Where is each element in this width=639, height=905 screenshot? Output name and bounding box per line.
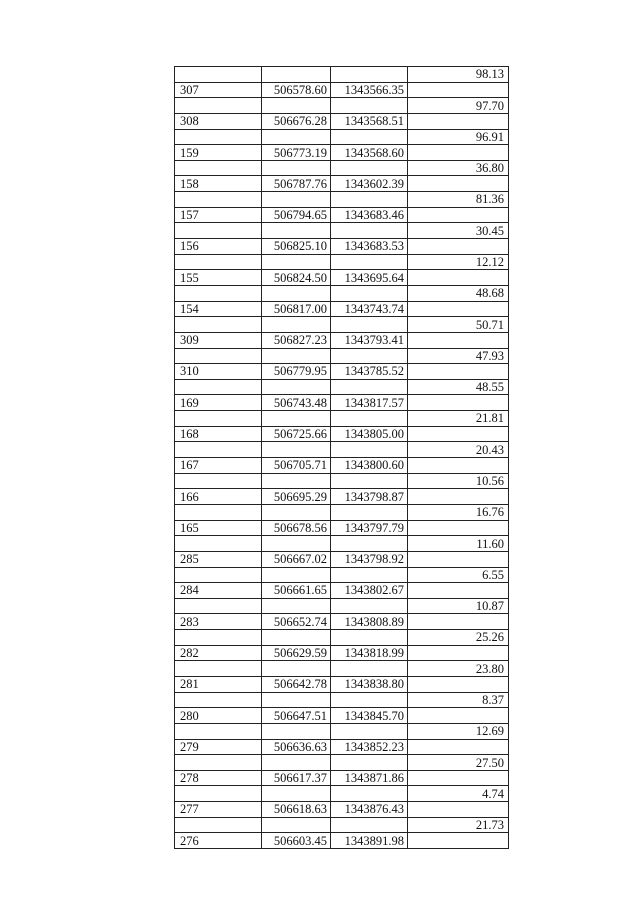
point-id-cell [175, 692, 262, 708]
distance-cell [408, 614, 509, 630]
distance-cell [408, 82, 509, 98]
x-coordinate-cell [262, 567, 331, 583]
table-row [175, 395, 509, 411]
x-coordinate-cell: 506629.59 [262, 645, 331, 661]
y-coordinate-cell: 1343838.80 [331, 676, 408, 692]
point-id-cell: 169 [175, 395, 262, 411]
table-row [175, 160, 509, 176]
table-row [175, 426, 509, 442]
y-coordinate-cell: 1343876.43 [331, 802, 408, 818]
distance-cell [408, 583, 509, 599]
distance-cell [408, 395, 509, 411]
table-row [175, 254, 509, 270]
point-id-cell [175, 160, 262, 176]
x-coordinate-cell: 506578.60 [262, 82, 331, 98]
table-row [175, 82, 509, 98]
point-id-cell [175, 536, 262, 552]
point-id-cell: 308 [175, 113, 262, 129]
y-coordinate-cell: 1343683.46 [331, 207, 408, 223]
y-coordinate-cell [331, 473, 408, 489]
x-coordinate-cell [262, 192, 331, 208]
x-coordinate-cell [262, 223, 331, 239]
x-coordinate-cell: 506661.65 [262, 583, 331, 599]
x-coordinate-cell: 506642.78 [262, 676, 331, 692]
distance-cell: 12.12 [408, 254, 509, 270]
distance-cell: 50.71 [408, 317, 509, 333]
table-row [175, 567, 509, 583]
x-coordinate-cell: 506617.37 [262, 770, 331, 786]
distance-cell: 16.76 [408, 504, 509, 520]
point-id-cell [175, 223, 262, 239]
y-coordinate-cell: 1343568.60 [331, 145, 408, 161]
x-coordinate-cell: 506695.29 [262, 489, 331, 505]
y-coordinate-cell: 1343602.39 [331, 176, 408, 192]
y-coordinate-cell: 1343817.57 [331, 395, 408, 411]
y-coordinate-cell [331, 160, 408, 176]
distance-cell: 47.93 [408, 348, 509, 364]
x-coordinate-cell: 506794.65 [262, 207, 331, 223]
distance-cell [408, 332, 509, 348]
point-id-cell: 157 [175, 207, 262, 223]
table-row [175, 458, 509, 474]
distance-cell: 25.26 [408, 630, 509, 646]
point-id-cell [175, 786, 262, 802]
distance-cell: 48.68 [408, 285, 509, 301]
table-row [175, 317, 509, 333]
point-id-cell: 281 [175, 676, 262, 692]
distance-cell [408, 364, 509, 380]
distance-cell [408, 426, 509, 442]
y-coordinate-cell: 1343802.67 [331, 583, 408, 599]
table-row [175, 770, 509, 786]
y-coordinate-cell: 1343695.64 [331, 270, 408, 286]
distance-cell [408, 551, 509, 567]
x-coordinate-cell: 506824.50 [262, 270, 331, 286]
x-coordinate-cell [262, 348, 331, 364]
distance-cell [408, 833, 509, 849]
distance-cell: 11.60 [408, 536, 509, 552]
y-coordinate-cell [331, 442, 408, 458]
table-row [175, 129, 509, 145]
x-coordinate-cell: 506817.00 [262, 301, 331, 317]
point-id-cell: 154 [175, 301, 262, 317]
y-coordinate-cell [331, 98, 408, 114]
x-coordinate-cell: 506743.48 [262, 395, 331, 411]
point-id-cell: 280 [175, 708, 262, 724]
y-coordinate-cell [331, 661, 408, 677]
distance-cell: 10.56 [408, 473, 509, 489]
point-id-cell: 165 [175, 520, 262, 536]
table-row [175, 348, 509, 364]
table-row [175, 802, 509, 818]
y-coordinate-cell [331, 536, 408, 552]
table-row [175, 364, 509, 380]
y-coordinate-cell [331, 192, 408, 208]
table-row [175, 442, 509, 458]
y-coordinate-cell [331, 567, 408, 583]
y-coordinate-cell [331, 129, 408, 145]
point-id-cell: 309 [175, 332, 262, 348]
table-row [175, 614, 509, 630]
distance-cell [408, 708, 509, 724]
table-row [175, 113, 509, 129]
distance-cell: 12.69 [408, 723, 509, 739]
table-row [175, 98, 509, 114]
x-coordinate-cell [262, 755, 331, 771]
distance-cell: 23.80 [408, 661, 509, 677]
y-coordinate-cell: 1343566.35 [331, 82, 408, 98]
table-row [175, 504, 509, 520]
point-id-cell [175, 661, 262, 677]
x-coordinate-cell [262, 473, 331, 489]
distance-cell [408, 270, 509, 286]
x-coordinate-cell [262, 723, 331, 739]
y-coordinate-cell [331, 254, 408, 270]
distance-cell [408, 239, 509, 255]
distance-cell: 96.91 [408, 129, 509, 145]
distance-cell [408, 802, 509, 818]
x-coordinate-cell: 506667.02 [262, 551, 331, 567]
table-row [175, 536, 509, 552]
point-id-cell [175, 98, 262, 114]
table-row [175, 630, 509, 646]
table-row [175, 583, 509, 599]
x-coordinate-cell [262, 661, 331, 677]
distance-cell: 98.13 [408, 67, 509, 83]
point-id-cell: 167 [175, 458, 262, 474]
coordinate-table [174, 66, 509, 849]
x-coordinate-cell [262, 254, 331, 270]
y-coordinate-cell: 1343683.53 [331, 239, 408, 255]
point-id-cell [175, 442, 262, 458]
x-coordinate-cell: 506618.63 [262, 802, 331, 818]
x-coordinate-cell [262, 98, 331, 114]
point-id-cell: 156 [175, 239, 262, 255]
table-row [175, 301, 509, 317]
point-id-cell: 158 [175, 176, 262, 192]
y-coordinate-cell [331, 411, 408, 427]
table-row [175, 285, 509, 301]
y-coordinate-cell [331, 348, 408, 364]
point-id-cell: 159 [175, 145, 262, 161]
y-coordinate-cell [331, 223, 408, 239]
y-coordinate-cell: 1343797.79 [331, 520, 408, 536]
distance-cell: 30.45 [408, 223, 509, 239]
point-id-cell: 310 [175, 364, 262, 380]
y-coordinate-cell [331, 630, 408, 646]
y-coordinate-cell: 1343568.51 [331, 113, 408, 129]
y-coordinate-cell [331, 723, 408, 739]
x-coordinate-cell [262, 285, 331, 301]
y-coordinate-cell [331, 67, 408, 83]
point-id-cell [175, 348, 262, 364]
point-id-cell [175, 473, 262, 489]
x-coordinate-cell [262, 317, 331, 333]
y-coordinate-cell: 1343793.41 [331, 332, 408, 348]
distance-cell: 81.36 [408, 192, 509, 208]
y-coordinate-cell: 1343800.60 [331, 458, 408, 474]
distance-cell: 8.37 [408, 692, 509, 708]
point-id-cell: 276 [175, 833, 262, 849]
x-coordinate-cell [262, 630, 331, 646]
distance-cell: 21.73 [408, 817, 509, 833]
y-coordinate-cell [331, 598, 408, 614]
point-id-cell [175, 411, 262, 427]
x-coordinate-cell: 506827.23 [262, 332, 331, 348]
distance-cell: 97.70 [408, 98, 509, 114]
y-coordinate-cell: 1343852.23 [331, 739, 408, 755]
x-coordinate-cell: 506603.45 [262, 833, 331, 849]
x-coordinate-cell: 506678.56 [262, 520, 331, 536]
y-coordinate-cell: 1343785.52 [331, 364, 408, 380]
table-row [175, 270, 509, 286]
distance-cell [408, 176, 509, 192]
point-id-cell [175, 630, 262, 646]
y-coordinate-cell [331, 817, 408, 833]
point-id-cell [175, 723, 262, 739]
x-coordinate-cell: 506773.19 [262, 145, 331, 161]
table-row [175, 379, 509, 395]
x-coordinate-cell: 506705.71 [262, 458, 331, 474]
table-row [175, 473, 509, 489]
point-id-cell: 168 [175, 426, 262, 442]
point-id-cell [175, 129, 262, 145]
x-coordinate-cell [262, 129, 331, 145]
x-coordinate-cell: 506725.66 [262, 426, 331, 442]
point-id-cell: 282 [175, 645, 262, 661]
x-coordinate-cell [262, 442, 331, 458]
table-row [175, 176, 509, 192]
table-row [175, 786, 509, 802]
y-coordinate-cell [331, 285, 408, 301]
distance-cell: 48.55 [408, 379, 509, 395]
x-coordinate-cell [262, 817, 331, 833]
point-id-cell: 283 [175, 614, 262, 630]
x-coordinate-cell [262, 160, 331, 176]
point-id-cell: 155 [175, 270, 262, 286]
distance-cell [408, 676, 509, 692]
y-coordinate-cell: 1343805.00 [331, 426, 408, 442]
distance-cell: 21.81 [408, 411, 509, 427]
point-id-cell [175, 67, 262, 83]
point-id-cell [175, 254, 262, 270]
distance-cell: 27.50 [408, 755, 509, 771]
table-row [175, 739, 509, 755]
table-row [175, 676, 509, 692]
point-id-cell [175, 192, 262, 208]
table-row [175, 755, 509, 771]
point-id-cell: 278 [175, 770, 262, 786]
y-coordinate-cell [331, 379, 408, 395]
y-coordinate-cell [331, 317, 408, 333]
point-id-cell [175, 598, 262, 614]
y-coordinate-cell: 1343798.87 [331, 489, 408, 505]
table-row [175, 332, 509, 348]
table-row [175, 520, 509, 536]
distance-cell [408, 770, 509, 786]
y-coordinate-cell: 1343871.86 [331, 770, 408, 786]
y-coordinate-cell [331, 504, 408, 520]
x-coordinate-cell: 506779.95 [262, 364, 331, 380]
x-coordinate-cell: 506652.74 [262, 614, 331, 630]
y-coordinate-cell [331, 786, 408, 802]
point-id-cell: 279 [175, 739, 262, 755]
point-id-cell [175, 379, 262, 395]
point-id-cell [175, 285, 262, 301]
y-coordinate-cell: 1343798.92 [331, 551, 408, 567]
y-coordinate-cell: 1343808.89 [331, 614, 408, 630]
point-id-cell: 284 [175, 583, 262, 599]
y-coordinate-cell: 1343845.70 [331, 708, 408, 724]
table-row [175, 207, 509, 223]
distance-cell [408, 301, 509, 317]
distance-cell: 4.74 [408, 786, 509, 802]
point-id-cell: 166 [175, 489, 262, 505]
point-id-cell [175, 817, 262, 833]
y-coordinate-cell [331, 692, 408, 708]
y-coordinate-cell [331, 755, 408, 771]
table-row [175, 223, 509, 239]
point-id-cell [175, 567, 262, 583]
x-coordinate-cell [262, 786, 331, 802]
x-coordinate-cell [262, 411, 331, 427]
distance-cell [408, 520, 509, 536]
table-row [175, 145, 509, 161]
point-id-cell [175, 317, 262, 333]
x-coordinate-cell: 506825.10 [262, 239, 331, 255]
x-coordinate-cell: 506676.28 [262, 113, 331, 129]
distance-cell [408, 645, 509, 661]
x-coordinate-cell [262, 536, 331, 552]
table-row [175, 723, 509, 739]
table-row [175, 67, 509, 83]
point-id-cell: 285 [175, 551, 262, 567]
table-row [175, 598, 509, 614]
table-row [175, 661, 509, 677]
table-row [175, 817, 509, 833]
y-coordinate-cell: 1343818.99 [331, 645, 408, 661]
table-row [175, 708, 509, 724]
table-row [175, 192, 509, 208]
distance-cell [408, 458, 509, 474]
x-coordinate-cell [262, 504, 331, 520]
y-coordinate-cell: 1343891.98 [331, 833, 408, 849]
distance-cell: 10.87 [408, 598, 509, 614]
distance-cell: 20.43 [408, 442, 509, 458]
x-coordinate-cell [262, 67, 331, 83]
coordinate-table-body [175, 67, 509, 849]
table-row [175, 692, 509, 708]
distance-cell [408, 113, 509, 129]
point-id-cell [175, 755, 262, 771]
point-id-cell [175, 504, 262, 520]
x-coordinate-cell: 506636.63 [262, 739, 331, 755]
distance-cell: 36.80 [408, 160, 509, 176]
x-coordinate-cell [262, 379, 331, 395]
point-id-cell: 307 [175, 82, 262, 98]
x-coordinate-cell: 506787.76 [262, 176, 331, 192]
point-id-cell: 277 [175, 802, 262, 818]
x-coordinate-cell: 506647.51 [262, 708, 331, 724]
y-coordinate-cell: 1343743.74 [331, 301, 408, 317]
table-row [175, 645, 509, 661]
x-coordinate-cell [262, 598, 331, 614]
distance-cell: 6.55 [408, 567, 509, 583]
table-row [175, 489, 509, 505]
table-row [175, 239, 509, 255]
distance-cell [408, 739, 509, 755]
distance-cell [408, 207, 509, 223]
distance-cell [408, 145, 509, 161]
table-row [175, 551, 509, 567]
table-row [175, 833, 509, 849]
table-row [175, 411, 509, 427]
distance-cell [408, 489, 509, 505]
x-coordinate-cell [262, 692, 331, 708]
